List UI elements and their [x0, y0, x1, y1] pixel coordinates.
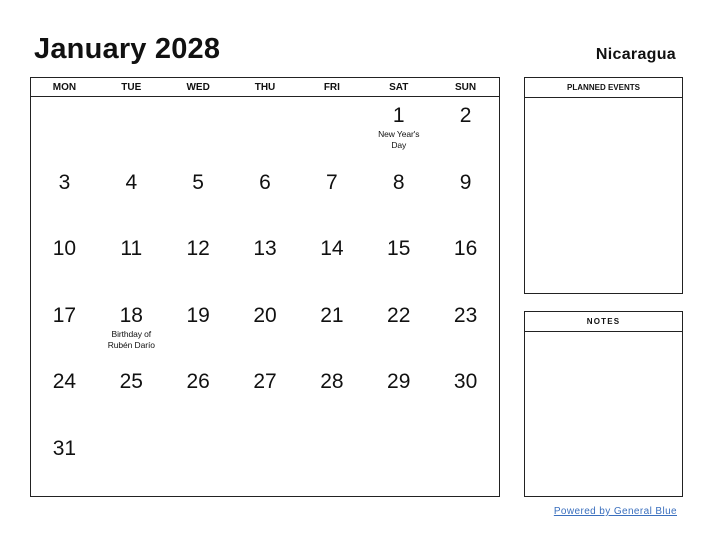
empty-day-cell	[165, 430, 232, 497]
week-row	[31, 164, 499, 231]
weekday-header-row	[31, 78, 499, 97]
empty-day-cell	[432, 430, 499, 497]
week-row	[31, 430, 499, 497]
day-cell	[365, 230, 432, 297]
planned-events-title: PLANNED EVENTS	[525, 78, 682, 98]
empty-day-cell	[232, 97, 299, 164]
powered-by-link[interactable]: Powered by General Blue	[553, 506, 677, 517]
country-label: Nicaragua	[595, 46, 676, 63]
calendar-title: January 2028	[34, 33, 221, 65]
day-number: 28	[320, 370, 344, 393]
day-cell	[298, 164, 365, 231]
day-number: 19	[186, 303, 210, 327]
day-cell	[365, 97, 432, 164]
day-number: 21	[320, 303, 344, 327]
day-cell	[31, 430, 98, 497]
planned-events-panel	[524, 77, 683, 294]
day-number: 1	[392, 104, 405, 127]
week-row	[31, 297, 499, 364]
day-cell	[31, 297, 98, 364]
weekday-label: TUE	[121, 82, 142, 93]
empty-day-cell	[298, 430, 365, 497]
day-cell	[98, 230, 165, 297]
weekday-label: THU	[254, 82, 276, 93]
day-number: 4	[125, 170, 138, 194]
day-number: 6	[259, 170, 271, 194]
day-cell	[232, 164, 299, 231]
day-cell	[432, 164, 499, 231]
weekday-label: SAT	[389, 82, 409, 93]
weekday-label: FRI	[323, 82, 340, 93]
day-number: 7	[326, 170, 338, 194]
day-number: 24	[52, 370, 77, 393]
day-number: 13	[253, 237, 277, 260]
day-cell	[365, 297, 432, 364]
day-number: 14	[320, 237, 344, 260]
day-number: 29	[387, 370, 411, 393]
holiday-label: Birthday of Rubén Darío	[107, 328, 155, 350]
calendar-grid	[30, 77, 500, 497]
day-cell	[298, 297, 365, 364]
empty-day-cell	[232, 430, 299, 497]
day-cell	[298, 363, 365, 430]
day-number: 11	[120, 237, 143, 260]
day-number: 16	[453, 237, 478, 260]
holiday-label: New Year's Day	[378, 129, 420, 150]
day-number: 25	[119, 370, 143, 393]
day-number: 26	[186, 370, 210, 393]
day-number: 20	[253, 303, 277, 327]
day-number: 8	[392, 170, 405, 194]
day-cell	[232, 363, 299, 430]
notes-title: NOTES	[525, 312, 682, 332]
weekday-label: MON	[52, 82, 77, 93]
weekday-label: WED	[186, 82, 210, 93]
day-number: 17	[52, 303, 77, 327]
empty-day-cell	[165, 97, 232, 164]
day-cell	[165, 230, 232, 297]
calendar-weeks	[31, 97, 499, 496]
day-cell	[31, 164, 98, 231]
day-cell	[298, 230, 365, 297]
day-number: 10	[52, 237, 77, 260]
day-cell	[232, 297, 299, 364]
day-cell	[165, 363, 232, 430]
day-number: 27	[253, 370, 277, 393]
day-number: 12	[186, 237, 210, 260]
day-number: 22	[387, 303, 411, 327]
day-cell	[98, 297, 165, 364]
day-number: 23	[453, 303, 478, 327]
day-number: 9	[459, 170, 472, 194]
day-cell	[432, 363, 499, 430]
empty-day-cell	[98, 97, 165, 164]
day-number: 31	[52, 436, 77, 460]
week-row	[31, 363, 499, 430]
weekday-label: SUN	[455, 82, 477, 93]
day-number: 30	[453, 370, 478, 393]
empty-day-cell	[298, 97, 365, 164]
day-cell	[365, 164, 432, 231]
empty-day-cell	[31, 97, 98, 164]
day-cell	[31, 230, 98, 297]
day-number: 2	[459, 104, 472, 127]
day-number: 18	[119, 303, 143, 327]
day-cell	[432, 230, 499, 297]
day-number: 15	[387, 237, 411, 260]
day-cell	[165, 297, 232, 364]
empty-day-cell	[365, 430, 432, 497]
day-number: 5	[192, 170, 204, 194]
day-cell	[98, 363, 165, 430]
week-row	[31, 97, 499, 164]
day-cell	[31, 363, 98, 430]
notes-panel	[524, 311, 683, 497]
empty-day-cell	[98, 430, 165, 497]
day-cell	[432, 297, 499, 364]
day-cell	[232, 230, 299, 297]
day-cell	[365, 363, 432, 430]
day-cell	[165, 164, 232, 231]
week-row	[31, 230, 499, 297]
day-cell	[432, 97, 499, 164]
day-number: 3	[58, 170, 71, 194]
day-cell	[98, 164, 165, 231]
